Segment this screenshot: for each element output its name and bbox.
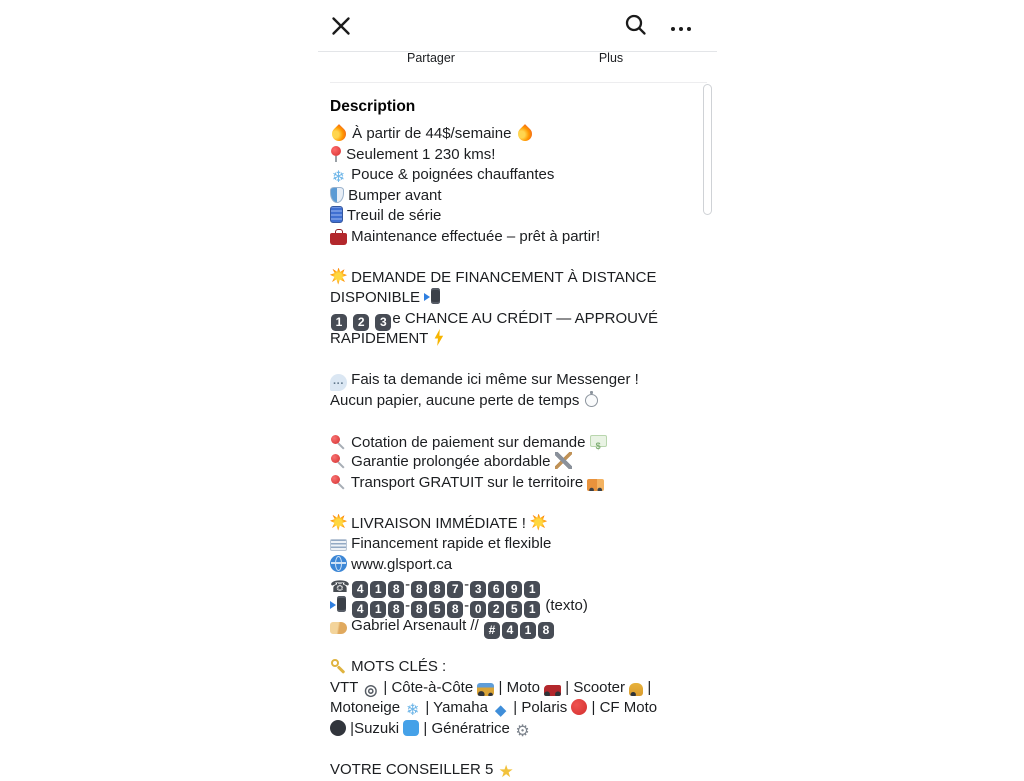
description-line: www.glsport.ca — [330, 555, 708, 576]
keycap-6-emoji: 6 — [488, 581, 504, 598]
description-line: DISPONIBLE — [330, 288, 708, 309]
scooter-emoji — [629, 683, 643, 696]
keycap-1-emoji: 1 — [370, 601, 386, 618]
pushpin-emoji — [330, 473, 347, 490]
pushpin-emoji — [330, 433, 347, 450]
receiver-emoji — [330, 579, 347, 596]
description-lines — [330, 124, 708, 780]
diamond-emoji — [492, 702, 509, 719]
keycap-1-emoji: 1 — [370, 581, 386, 598]
keycap-3-emoji: 3 — [470, 581, 486, 598]
stopwatch-emoji — [584, 391, 599, 408]
description-line: DEMANDE DE FINANCEMENT À DISTANCE — [330, 268, 708, 289]
keycap-3-emoji: 3 — [375, 314, 391, 331]
pushpin-emoji — [330, 452, 347, 469]
fire-emoji — [515, 124, 535, 144]
description-line: LIVRAISON IMMÉDIATE ! — [330, 514, 708, 535]
keycap-8-emoji: 8 — [411, 581, 427, 598]
description-line: ☎ 4 1 8 - 8 8 7 - 3 6 9 1 — [330, 575, 708, 596]
description-line — [330, 350, 708, 371]
description-line: Bumper avant — [330, 186, 708, 207]
description-line: Transport GRATUIT sur le territoire — [330, 473, 708, 494]
search-icon — [624, 25, 648, 40]
description-line: Gabriel Arsenault // # 4 1 8 — [330, 616, 708, 637]
wheel-emoji — [362, 682, 379, 699]
snowflake-emoji — [330, 169, 347, 186]
description-line: À partir de 44$/semaine — [330, 124, 708, 145]
keycap-5-emoji: 5 — [506, 601, 522, 618]
keycap-1-emoji: 1 — [524, 601, 540, 618]
keycap-9-emoji: 9 — [506, 581, 522, 598]
section-divider — [330, 82, 707, 83]
description-line: Treuil de série — [330, 206, 708, 227]
keycap-8-emoji: 8 — [538, 622, 554, 639]
description-line: VTT ◎ | Côte-à-Côte | Moto | Scooter | — [330, 678, 708, 699]
keycap-5-emoji: 5 — [429, 601, 445, 618]
globe-emoji — [330, 555, 347, 572]
black-circle-emoji — [330, 720, 346, 736]
ellipsis-icon — [670, 22, 694, 37]
red-circle-emoji — [571, 699, 587, 715]
card-emoji — [330, 539, 347, 551]
zap-emoji — [432, 329, 445, 346]
toolbox-emoji — [330, 233, 347, 245]
truck-emoji — [587, 479, 604, 491]
keycap-8-emoji: 8 — [429, 581, 445, 598]
blue-square-emoji — [403, 720, 419, 736]
keycap-2-emoji: 2 — [353, 314, 369, 331]
description-line: ··· Fais ta demande ici même sur Messenger ! — [330, 370, 708, 391]
speech-emoji — [330, 374, 347, 391]
handshake-emoji — [330, 622, 347, 634]
description-line: Maintenance effectuée – prêt à partir! — [330, 227, 708, 248]
boom-emoji — [330, 268, 347, 285]
description-line: RAPIDEMENT — [330, 329, 708, 350]
description-line: 4 1 8 - 8 5 8 - 0 2 5 1 (texto) — [330, 596, 708, 617]
search-button[interactable] — [624, 13, 648, 37]
phone-arrow-emoji — [330, 596, 347, 613]
phone-arrow-emoji — [424, 288, 441, 305]
keycap-#-emoji: # — [484, 622, 500, 639]
keycap-8-emoji: 8 — [447, 601, 463, 618]
keycap-1-emoji: 1 — [520, 622, 536, 639]
snowflake-emoji — [404, 702, 421, 719]
more-options-button[interactable] — [670, 22, 694, 32]
description-line: 1 2 3 e CHANCE AU CRÉDIT — APPROUVÉ — [330, 309, 708, 330]
description-line: Seulement 1 230 kms! — [330, 145, 708, 166]
description-heading: Description — [330, 98, 416, 115]
keycap-8-emoji: 8 — [388, 601, 404, 618]
motorcycle-emoji — [544, 685, 561, 696]
keycap-4-emoji: 4 — [352, 581, 368, 598]
keycap-8-emoji: 8 — [388, 581, 404, 598]
star-emoji — [498, 763, 515, 780]
keycap-4-emoji: 4 — [502, 622, 518, 639]
tools-emoji — [555, 452, 572, 469]
round-pin-emoji — [330, 145, 342, 162]
description-line: Motoneige ❄ | Yamaha ◆ | Polaris | CF Moto — [330, 698, 708, 719]
description-line — [330, 247, 708, 268]
gear-emoji — [514, 723, 531, 740]
share-button-label[interactable]: Partager — [407, 51, 455, 65]
description-line: |Suzuki | Génératrice ⚙ — [330, 719, 708, 740]
tractor-emoji — [477, 683, 494, 696]
description-line: Garantie prolongée abordable — [330, 452, 708, 473]
fire-emoji — [329, 124, 349, 144]
description-line: MOTS CLÉS : — [330, 657, 708, 678]
description-line — [330, 637, 708, 658]
keycap-0-emoji: 0 — [470, 601, 486, 618]
keycap-8-emoji: 8 — [411, 601, 427, 618]
description-line: ❄ Pouce & poignées chauffantes — [330, 165, 708, 186]
description-line — [330, 411, 708, 432]
thread-emoji — [330, 206, 343, 223]
close-icon — [330, 25, 352, 40]
boom-emoji — [330, 514, 347, 531]
description-line: VOTRE CONSEILLER 5 ★ — [330, 760, 708, 781]
keycap-1-emoji: 1 — [524, 581, 540, 598]
description-line — [330, 739, 708, 760]
keycap-1-emoji: 1 — [331, 314, 347, 331]
close-button[interactable] — [330, 15, 352, 37]
description-line: Cotation de paiement sur demande $ — [330, 432, 708, 453]
shield-emoji — [330, 187, 344, 203]
boom-emoji — [530, 514, 547, 531]
keycap-2-emoji: 2 — [488, 601, 504, 618]
description-line: Aucun papier, aucune perte de temps — [330, 391, 708, 412]
keycap-4-emoji: 4 — [352, 601, 368, 618]
keycap-7-emoji: 7 — [447, 581, 463, 598]
key-emoji — [330, 657, 347, 674]
listing-panel — [310, 0, 714, 778]
description-line: Financement rapide et flexible — [330, 534, 708, 555]
more-button-label[interactable]: Plus — [598, 51, 624, 65]
money-emoji — [590, 435, 607, 447]
description-line — [330, 493, 708, 514]
